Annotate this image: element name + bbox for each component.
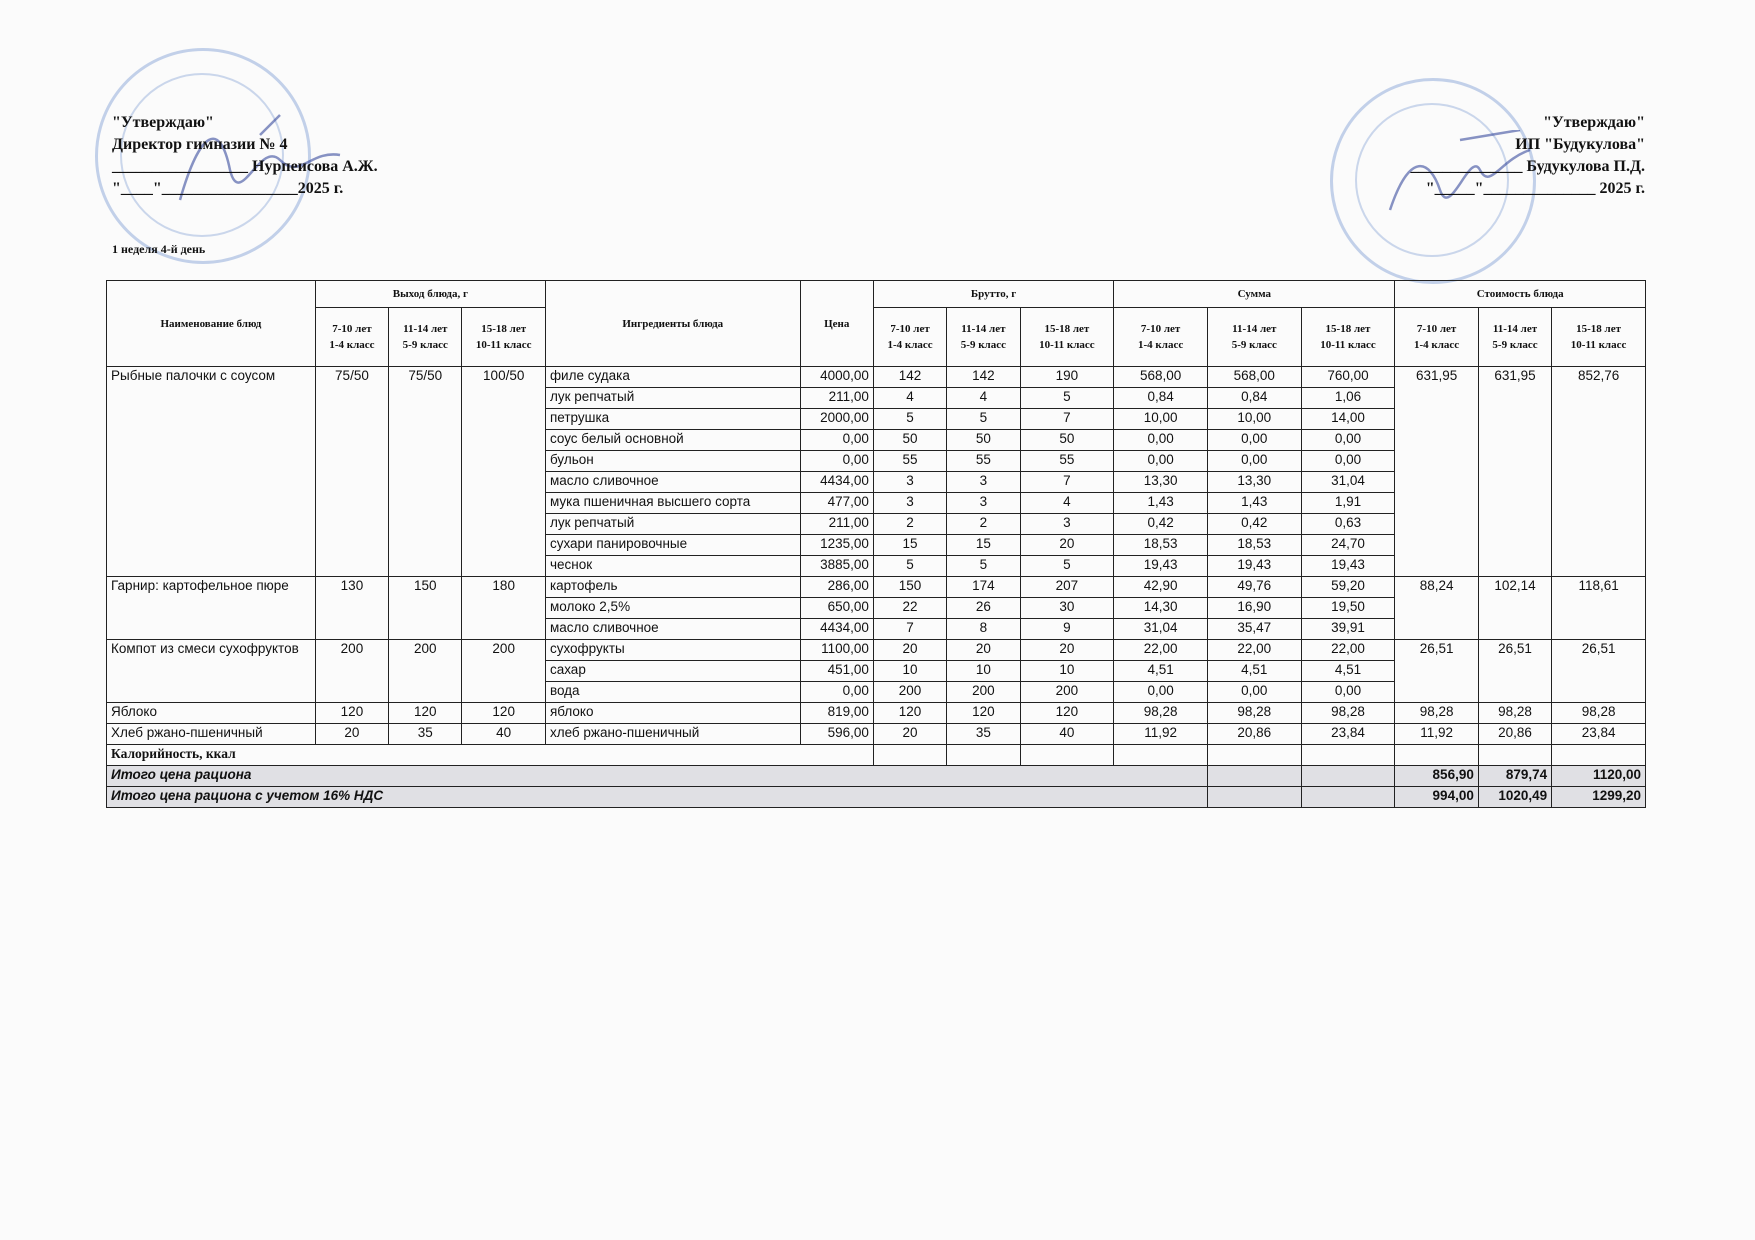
approval-title: "Утверждаю"	[1543, 114, 1645, 131]
approval-date-line: "____"_________________2025 г.	[112, 180, 344, 197]
ingredient-sum: 16,90	[1207, 598, 1301, 619]
header-ingredients: Ингредиенты блюда	[545, 281, 800, 367]
ingredient-brutto: 120	[873, 703, 946, 724]
dish-cost: 26,51	[1395, 640, 1479, 703]
age-range: 7-10 лет	[1140, 323, 1181, 335]
ingredient-sum: 20,86	[1207, 724, 1301, 745]
ingredient-brutto: 50	[1020, 430, 1114, 451]
ingredient-sum: 0,00	[1301, 682, 1395, 703]
ingredient-sum: 0,42	[1207, 514, 1301, 535]
header-age-2	[1478, 308, 1551, 367]
table-row	[107, 367, 1646, 388]
ingredient-price: 819,00	[800, 703, 873, 724]
dish-output: 35	[389, 724, 462, 745]
total-vat-label: Итого цена рациона с учетом 16% НДС	[107, 787, 1208, 808]
ingredient-name: молоко 2,5%	[545, 598, 800, 619]
day-label: 1 неделя 4-й день	[112, 242, 206, 256]
header-cost: Стоимость блюда	[1395, 281, 1646, 308]
ingredient-brutto: 22	[873, 598, 946, 619]
empty-cell	[1301, 787, 1395, 808]
dish-output: 120	[315, 703, 388, 724]
grade-range: 5-9 класс	[1231, 339, 1277, 351]
ingredient-sum: 4,51	[1301, 661, 1395, 682]
header-age-3	[1301, 308, 1395, 367]
ingredient-brutto: 5	[947, 556, 1020, 577]
approval-date-line: "_____"______________ 2025 г.	[1425, 180, 1645, 197]
dish-cost: 631,95	[1478, 367, 1551, 577]
approval-position: Директор гимназии № 4	[112, 136, 288, 153]
dish-output: 75/50	[315, 367, 388, 577]
ingredient-brutto: 120	[1020, 703, 1114, 724]
ingredient-brutto: 174	[947, 577, 1020, 598]
ingredient-name: сухофрукты	[545, 640, 800, 661]
total-vat-row	[107, 787, 1646, 808]
age-range: 15-18 лет	[1044, 323, 1090, 335]
ingredient-brutto: 4	[947, 388, 1020, 409]
ingredient-brutto: 3	[873, 472, 946, 493]
ingredient-brutto: 20	[1020, 640, 1114, 661]
age-range: 11-14 лет	[1232, 323, 1277, 335]
ingredient-name: вода	[545, 682, 800, 703]
table-row	[107, 577, 1646, 598]
ingredient-price: 3885,00	[800, 556, 873, 577]
ingredient-brutto: 2	[873, 514, 946, 535]
dish-cost: 23,84	[1552, 724, 1646, 745]
ingredient-name: сахар	[545, 661, 800, 682]
header-age-1	[1395, 308, 1479, 367]
ingredient-brutto: 10	[947, 661, 1020, 682]
dish-output: 130	[315, 577, 388, 640]
dish-cost: 11,92	[1395, 724, 1479, 745]
header-age-3	[1020, 308, 1114, 367]
ingredient-brutto: 4	[873, 388, 946, 409]
header-age-1	[873, 308, 946, 367]
ingredient-sum: 49,76	[1207, 577, 1301, 598]
grade-range: 10-11 класс	[1320, 339, 1376, 351]
empty-cell	[947, 745, 1020, 766]
ingredient-brutto: 3	[947, 493, 1020, 514]
dish-cost: 20,86	[1478, 724, 1551, 745]
ingredient-sum: 23,84	[1301, 724, 1395, 745]
ingredient-price: 4000,00	[800, 367, 873, 388]
ingredient-sum: 98,28	[1114, 703, 1208, 724]
dish-output: 40	[462, 724, 546, 745]
dish-output: 200	[315, 640, 388, 703]
empty-cell	[1552, 745, 1646, 766]
ingredient-sum: 19,50	[1301, 598, 1395, 619]
grade-range: 1-4 класс	[1138, 339, 1184, 351]
ingredient-sum: 18,53	[1207, 535, 1301, 556]
ingredient-brutto: 3	[873, 493, 946, 514]
ingredient-brutto: 8	[947, 619, 1020, 640]
ingredient-sum: 4,51	[1114, 661, 1208, 682]
approval-title: "Утверждаю"	[112, 114, 214, 131]
dish-cost: 852,76	[1552, 367, 1646, 577]
ingredient-brutto: 4	[1020, 493, 1114, 514]
age-range: 7-10 лет	[1416, 323, 1457, 335]
ingredient-sum: 0,00	[1114, 682, 1208, 703]
ingredient-sum: 11,92	[1114, 724, 1208, 745]
ingredient-price: 0,00	[800, 682, 873, 703]
ingredient-price: 4434,00	[800, 472, 873, 493]
header-price: Цена	[800, 281, 873, 367]
ingredient-sum: 0,00	[1207, 430, 1301, 451]
ingredient-sum: 19,43	[1301, 556, 1395, 577]
ingredient-brutto: 10	[873, 661, 946, 682]
ingredient-price: 211,00	[800, 388, 873, 409]
total-value: 879,74	[1478, 766, 1551, 787]
ingredient-brutto: 150	[873, 577, 946, 598]
total-vat-value: 994,00	[1395, 787, 1479, 808]
grade-range: 10-11 класс	[475, 339, 532, 351]
ingredient-brutto: 50	[873, 430, 946, 451]
empty-cell	[1301, 745, 1395, 766]
total-vat-value: 1299,20	[1552, 787, 1646, 808]
ingredient-name: филе судака	[545, 367, 800, 388]
age-range: 11-14 лет	[961, 323, 1006, 335]
table-row	[107, 640, 1646, 661]
table-row	[107, 703, 1646, 724]
header-age-3	[1552, 308, 1646, 367]
ingredient-price: 1100,00	[800, 640, 873, 661]
empty-cell	[1395, 745, 1479, 766]
header-age-2	[947, 308, 1020, 367]
ingredient-brutto: 5	[873, 556, 946, 577]
ingredient-sum: 22,00	[1114, 640, 1208, 661]
dish-output: 120	[389, 703, 462, 724]
ingredient-brutto: 5	[1020, 556, 1114, 577]
empty-cell	[1478, 745, 1551, 766]
dish-output: 150	[389, 577, 462, 640]
dish-name: Гарнир: картофельное пюре	[107, 577, 316, 640]
age-range: 11-14 лет	[1492, 323, 1538, 335]
ingredient-sum: 0,00	[1207, 451, 1301, 472]
dish-name: Компот из смеси сухофруктов	[107, 640, 316, 703]
ingredient-brutto: 7	[873, 619, 946, 640]
calories-row	[107, 745, 1646, 766]
ingredient-brutto: 200	[1020, 682, 1114, 703]
age-range: 15-18 лет	[1576, 323, 1622, 335]
approval-name-line: _________________ Нурпеисова А.Ж.	[112, 158, 378, 175]
ingredient-sum: 1,06	[1301, 388, 1395, 409]
header-age-2	[389, 308, 462, 367]
dish-cost: 98,28	[1395, 703, 1479, 724]
ingredient-brutto: 20	[873, 640, 946, 661]
ingredient-sum: 0,84	[1114, 388, 1208, 409]
ingredient-brutto: 142	[873, 367, 946, 388]
dish-cost: 631,95	[1395, 367, 1479, 577]
ingredient-brutto: 200	[873, 682, 946, 703]
dish-name: Рыбные палочки с соусом	[107, 367, 316, 577]
approval-position: ИП "Будукулова"	[1515, 136, 1645, 153]
grade-range: 1-4 класс	[887, 339, 933, 351]
total-value: 1120,00	[1552, 766, 1646, 787]
ingredient-sum: 39,91	[1301, 619, 1395, 640]
ingredient-name: лук репчатый	[545, 388, 800, 409]
header-output: Выход блюда, г	[315, 281, 545, 308]
ingredient-name: сухари панировочные	[545, 535, 800, 556]
ingredient-sum: 1,43	[1114, 493, 1208, 514]
ingredient-price: 4434,00	[800, 619, 873, 640]
ingredient-name: масло сливочное	[545, 619, 800, 640]
ingredient-name: мука пшеничная высшего сорта	[545, 493, 800, 514]
dish-name: Яблоко	[107, 703, 316, 724]
ingredient-brutto: 3	[947, 472, 1020, 493]
ingredient-sum: 0,63	[1301, 514, 1395, 535]
grade-range: 5-9 класс	[402, 339, 448, 351]
grade-range: 5-9 класс	[1492, 339, 1538, 351]
age-range: 15-18 лет	[481, 323, 527, 335]
ingredient-sum: 0,00	[1114, 451, 1208, 472]
ingredient-brutto: 15	[947, 535, 1020, 556]
ingredient-brutto: 55	[947, 451, 1020, 472]
age-range: 7-10 лет	[332, 323, 372, 335]
empty-cell	[873, 745, 946, 766]
ingredient-sum: 14,00	[1301, 409, 1395, 430]
header-brutto: Брутто, г	[873, 281, 1113, 308]
ingredient-name: масло сливочное	[545, 472, 800, 493]
ingredient-price: 211,00	[800, 514, 873, 535]
ingredient-sum: 1,43	[1207, 493, 1301, 514]
ingredient-sum: 59,20	[1301, 577, 1395, 598]
ingredient-price: 2000,00	[800, 409, 873, 430]
ingredient-price: 0,00	[800, 451, 873, 472]
ingredient-name: хлеб ржано-пшеничный	[545, 724, 800, 745]
ingredient-price: 451,00	[800, 661, 873, 682]
ingredient-brutto: 55	[873, 451, 946, 472]
ingredient-sum: 18,53	[1114, 535, 1208, 556]
table-row	[107, 724, 1646, 745]
ingredient-sum: 10,00	[1114, 409, 1208, 430]
ingredient-brutto: 20	[947, 640, 1020, 661]
dish-output: 120	[462, 703, 546, 724]
ingredient-sum: 1,91	[1301, 493, 1395, 514]
dish-cost: 102,14	[1478, 577, 1551, 640]
dish-cost: 118,61	[1552, 577, 1646, 640]
total-row	[107, 766, 1646, 787]
header-sum: Сумма	[1114, 281, 1395, 308]
ingredient-brutto: 3	[1020, 514, 1114, 535]
ingredient-brutto: 20	[873, 724, 946, 745]
ingredient-sum: 4,51	[1207, 661, 1301, 682]
ingredient-brutto: 5	[1020, 388, 1114, 409]
approval-block-left	[112, 112, 378, 200]
ingredient-price: 1235,00	[800, 535, 873, 556]
ingredient-name: бульон	[545, 451, 800, 472]
ingredient-brutto: 55	[1020, 451, 1114, 472]
ingredient-sum: 568,00	[1207, 367, 1301, 388]
grade-range: 10-11 класс	[1570, 339, 1627, 351]
ingredient-brutto: 10	[1020, 661, 1114, 682]
menu-table	[106, 280, 1646, 808]
total-label: Итого цена рациона	[107, 766, 1208, 787]
age-range: 11-14 лет	[403, 323, 448, 335]
header-dish: Наименование блюд	[107, 281, 316, 367]
empty-cell	[1020, 745, 1114, 766]
ingredient-brutto: 35	[947, 724, 1020, 745]
ingredient-brutto: 7	[1020, 409, 1114, 430]
ingredient-sum: 19,43	[1207, 556, 1301, 577]
ingredient-brutto: 5	[947, 409, 1020, 430]
calories-label: Калорийность, ккал	[107, 745, 874, 766]
ingredient-sum: 0,42	[1114, 514, 1208, 535]
ingredient-price: 0,00	[800, 430, 873, 451]
ingredient-brutto: 30	[1020, 598, 1114, 619]
grade-range: 5-9 класс	[960, 339, 1006, 351]
dish-output: 75/50	[389, 367, 462, 577]
dish-output: 180	[462, 577, 546, 640]
age-range: 7-10 лет	[890, 323, 930, 335]
ingredient-sum: 0,00	[1301, 451, 1395, 472]
age-range: 15-18 лет	[1325, 323, 1371, 335]
ingredient-name: петрушка	[545, 409, 800, 430]
dish-cost: 98,28	[1478, 703, 1551, 724]
ingredient-sum: 14,30	[1114, 598, 1208, 619]
ingredient-sum: 0,84	[1207, 388, 1301, 409]
ingredient-name: чеснок	[545, 556, 800, 577]
ingredient-brutto: 190	[1020, 367, 1114, 388]
ingredient-sum: 0,00	[1301, 430, 1395, 451]
dish-cost: 26,51	[1552, 640, 1646, 703]
grade-range: 1-4 класс	[1414, 339, 1460, 351]
dish-cost: 26,51	[1478, 640, 1551, 703]
ingredient-brutto: 26	[947, 598, 1020, 619]
ingredient-sum: 760,00	[1301, 367, 1395, 388]
header-age-3	[462, 308, 546, 367]
ingredient-brutto: 50	[947, 430, 1020, 451]
ingredient-price: 596,00	[800, 724, 873, 745]
ingredient-sum: 31,04	[1301, 472, 1395, 493]
ingredient-brutto: 7	[1020, 472, 1114, 493]
dish-cost: 98,28	[1552, 703, 1646, 724]
ingredient-sum: 98,28	[1207, 703, 1301, 724]
ingredient-brutto: 20	[1020, 535, 1114, 556]
empty-cell	[1207, 787, 1301, 808]
approval-block-right	[1410, 112, 1645, 200]
ingredient-brutto: 207	[1020, 577, 1114, 598]
ingredient-sum: 13,30	[1207, 472, 1301, 493]
ingredient-name: картофель	[545, 577, 800, 598]
ingredient-sum: 0,00	[1207, 682, 1301, 703]
ingredient-sum: 42,90	[1114, 577, 1208, 598]
ingredient-sum: 35,47	[1207, 619, 1301, 640]
ingredient-sum: 31,04	[1114, 619, 1208, 640]
header-age-1	[315, 308, 388, 367]
dish-output: 20	[315, 724, 388, 745]
ingredient-brutto: 15	[873, 535, 946, 556]
ingredient-brutto: 2	[947, 514, 1020, 535]
dish-output: 200	[462, 640, 546, 703]
approval-name-line: ______________ Будукулова П.Д.	[1410, 158, 1645, 175]
dish-name: Хлеб ржано-пшеничный	[107, 724, 316, 745]
ingredient-price: 477,00	[800, 493, 873, 514]
empty-cell	[1301, 766, 1395, 787]
ingredient-sum: 98,28	[1301, 703, 1395, 724]
ingredient-sum: 568,00	[1114, 367, 1208, 388]
dish-output: 200	[389, 640, 462, 703]
dish-cost: 88,24	[1395, 577, 1479, 640]
ingredient-sum: 0,00	[1114, 430, 1208, 451]
ingredient-name: яблоко	[545, 703, 800, 724]
ingredient-sum: 22,00	[1301, 640, 1395, 661]
ingredient-brutto: 40	[1020, 724, 1114, 745]
ingredient-sum: 22,00	[1207, 640, 1301, 661]
total-vat-value: 1020,49	[1478, 787, 1551, 808]
ingredient-brutto: 200	[947, 682, 1020, 703]
ingredient-sum: 19,43	[1114, 556, 1208, 577]
grade-range: 10-11 класс	[1039, 339, 1095, 351]
ingredient-sum: 10,00	[1207, 409, 1301, 430]
total-value: 856,90	[1395, 766, 1479, 787]
ingredient-sum: 13,30	[1114, 472, 1208, 493]
empty-cell	[1207, 766, 1301, 787]
ingredient-brutto: 5	[873, 409, 946, 430]
header-age-2	[1207, 308, 1301, 367]
ingredient-brutto: 9	[1020, 619, 1114, 640]
ingredient-sum: 24,70	[1301, 535, 1395, 556]
ingredient-name: лук репчатый	[545, 514, 800, 535]
empty-cell	[1114, 745, 1208, 766]
header-age-1	[1114, 308, 1208, 367]
ingredient-price: 650,00	[800, 598, 873, 619]
ingredient-brutto: 142	[947, 367, 1020, 388]
empty-cell	[1207, 745, 1301, 766]
ingredient-name: соус белый основной	[545, 430, 800, 451]
ingredient-price: 286,00	[800, 577, 873, 598]
ingredient-brutto: 120	[947, 703, 1020, 724]
grade-range: 1-4 класс	[329, 339, 375, 351]
dish-output: 100/50	[462, 367, 546, 577]
